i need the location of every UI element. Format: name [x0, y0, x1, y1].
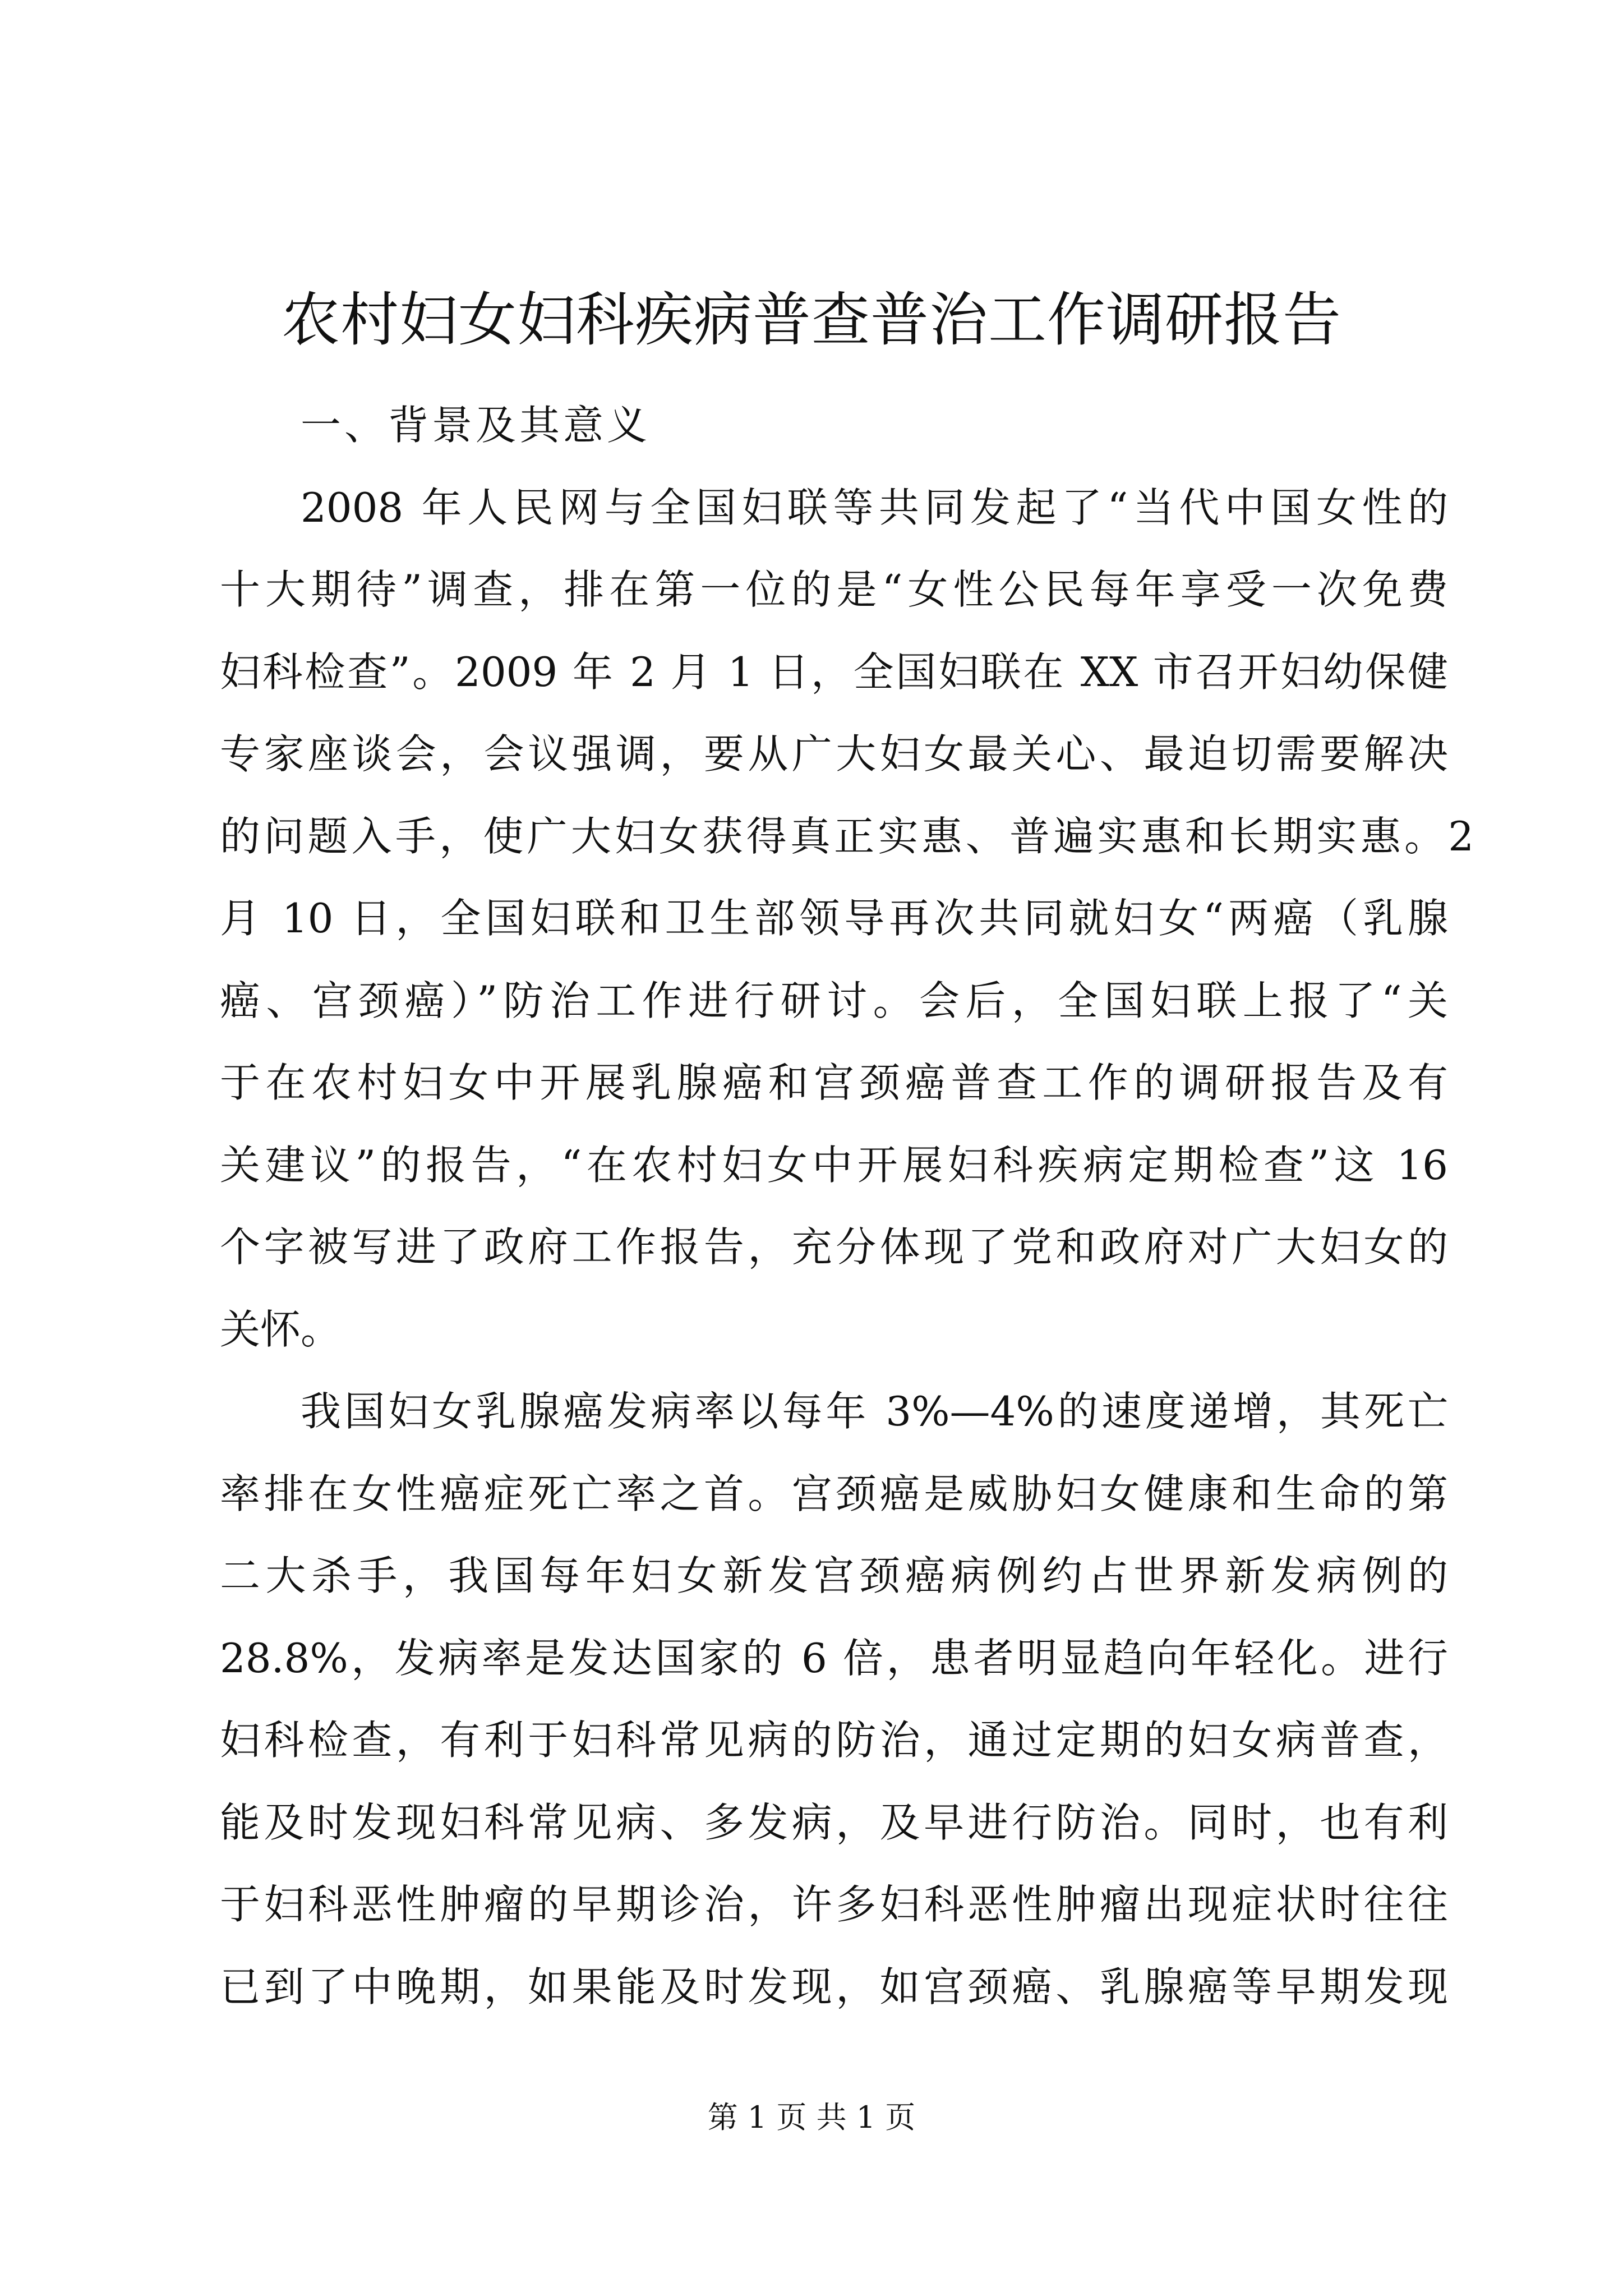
document-body — [220, 384, 1474, 2028]
text-line: 个字被写进了政府工作报告，充分体现了党和政府对广大妇女的 — [220, 1223, 1448, 1271]
document-title: 农村妇女妇科疾病普查普治工作调研报告 — [281, 286, 1341, 354]
text-line: 已到了中晚期，如果能及时发现，如宫颈癌、乳腺癌等早期发现 — [220, 1963, 1448, 2010]
text-line: 癌、宫颈癌）”防治工作进行研讨。会后，全国妇联上报了“关 — [220, 977, 1448, 1024]
text-line: 于在农村妇女中开展乳腺癌和宫颈癌普查工作的调研报告及有 — [220, 1059, 1448, 1106]
text-line: 十大期待”调查，排在第一位的是“女性公民每年享受一次免费 — [220, 566, 1448, 613]
text-line: 妇科检查”。2009 年 2 月 1 日，全国妇联在 XX 市召开妇幼保健 — [220, 648, 1448, 696]
text-line: 的问题入手，使广大妇女获得真正实惠、普遍实惠和长期实惠。2 — [220, 812, 1474, 860]
text-line: 妇科检查，有利于妇科常见病的防治，通过定期的妇女病普查， — [220, 1717, 1448, 1764]
text-line: 2008 年人民网与全国妇联等共同发起了“当代中国女性的 — [301, 484, 1448, 531]
section-heading: 一、背景及其意义 — [301, 402, 651, 449]
paragraph-1 — [220, 467, 1474, 1371]
text-line: 专家座谈会，会议强调，要从广大妇女最关心、最迫切需要解决 — [220, 730, 1448, 777]
text-line: 二大杀手，我国每年妇女新发宫颈癌病例约占世界新发病例的 — [220, 1552, 1448, 1599]
page-footer: 第 1 页 共 1 页 — [707, 2100, 916, 2135]
text-line: 我国妇女乳腺癌发病率以每年 3%—4%的速度递增，其死亡 — [301, 1388, 1448, 1435]
text-line: 率排在女性癌症死亡率之首。宫颈癌是威胁妇女健康和生命的第 — [220, 1470, 1448, 1517]
text-line: 能及时发现妇科常见病、多发病，及早进行防治。同时，也有利 — [220, 1798, 1448, 1846]
text-line: 关建议”的报告，“在农村妇女中开展妇科疾病定期检查”这 16 — [220, 1141, 1448, 1189]
text-line: 28.8%，发病率是发达国家的 6 倍，患者明显趋向年轻化。进行 — [220, 1634, 1448, 1682]
text-line: 关怀。 — [220, 1305, 342, 1353]
paragraph-2 — [220, 1370, 1448, 2028]
text-line: 于妇科恶性肿瘤的早期诊治，许多妇科恶性肿瘤出现症状时往往 — [220, 1881, 1448, 1928]
text-line: 月 10 日，全国妇联和卫生部领导再次共同就妇女“两癌（乳腺 — [220, 895, 1448, 942]
